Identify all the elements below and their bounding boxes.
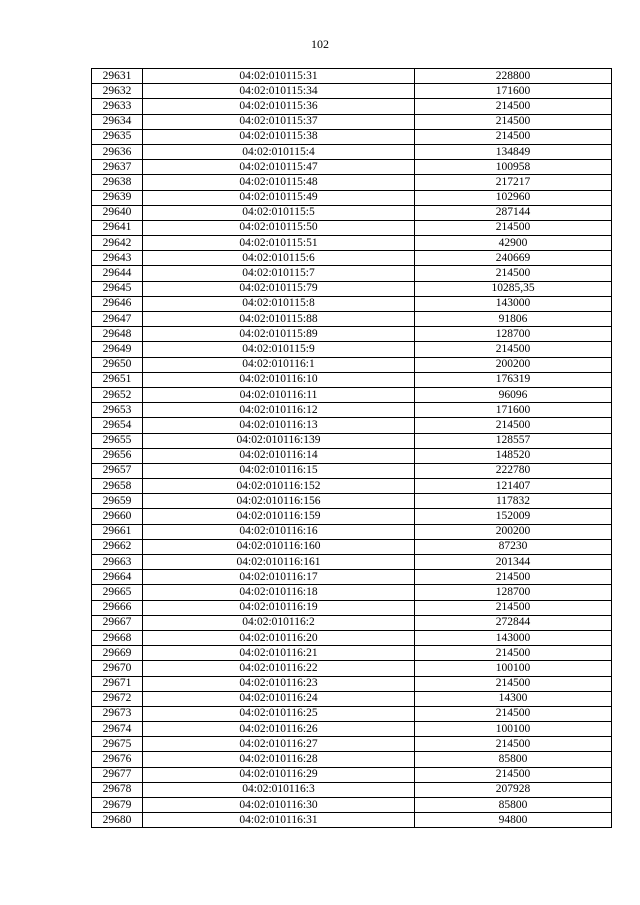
row-number-cell: 29658 [92,479,143,494]
row-number-cell: 29662 [92,539,143,554]
value-cell: 102960 [415,190,612,205]
value-cell: 214500 [415,646,612,661]
row-number-cell: 29680 [92,813,143,828]
value-cell: 214500 [415,114,612,129]
cadastral-number-cell: 04:02:010116:24 [143,691,415,706]
value-cell: 100100 [415,722,612,737]
cadastral-number-cell: 04:02:010116:22 [143,661,415,676]
table-row [92,722,612,737]
cadastral-number-cell: 04:02:010116:159 [143,509,415,524]
value-cell: 171600 [415,84,612,99]
row-number-cell: 29656 [92,448,143,463]
table-row [92,676,612,691]
cadastral-number-cell: 04:02:010116:152 [143,479,415,494]
table-row [92,281,612,296]
table-row [92,600,612,615]
row-number-cell: 29632 [92,84,143,99]
table-row [92,160,612,175]
table-row [92,342,612,357]
row-number-cell: 29634 [92,114,143,129]
value-cell: 214500 [415,676,612,691]
value-cell: 287144 [415,205,612,220]
row-number-cell: 29675 [92,737,143,752]
row-number-cell: 29664 [92,570,143,585]
cadastral-number-cell: 04:02:010115:89 [143,327,415,342]
value-cell: 87230 [415,539,612,554]
row-number-cell: 29653 [92,403,143,418]
value-cell: 214500 [415,418,612,433]
cadastral-number-cell: 04:02:010116:20 [143,630,415,645]
cadastral-number-cell: 04:02:010116:2 [143,615,415,630]
value-cell: 214500 [415,129,612,144]
row-number-cell: 29665 [92,585,143,600]
value-cell: 214500 [415,767,612,782]
table-row [92,813,612,828]
table-row [92,555,612,570]
table-row [92,752,612,767]
cadastral-number-cell: 04:02:010116:17 [143,570,415,585]
cadastral-number-cell: 04:02:010116:160 [143,539,415,554]
row-number-cell: 29652 [92,387,143,402]
cadastral-number-cell: 04:02:010116:3 [143,782,415,797]
table-row [92,296,612,311]
row-number-cell: 29639 [92,190,143,205]
value-cell: 96096 [415,387,612,402]
row-number-cell: 29648 [92,327,143,342]
row-number-cell: 29678 [92,782,143,797]
value-cell: 117832 [415,494,612,509]
row-number-cell: 29669 [92,646,143,661]
value-cell: 143000 [415,296,612,311]
value-cell: 214500 [415,737,612,752]
row-number-cell: 29644 [92,266,143,281]
value-cell: 201344 [415,555,612,570]
cadastral-number-cell: 04:02:010115:49 [143,190,415,205]
row-number-cell: 29663 [92,555,143,570]
table-row [92,312,612,327]
value-cell: 200200 [415,524,612,539]
cadastral-number-cell: 04:02:010115:37 [143,114,415,129]
cadastral-number-cell: 04:02:010115:88 [143,312,415,327]
table-row [92,114,612,129]
row-number-cell: 29679 [92,798,143,813]
row-number-cell: 29668 [92,630,143,645]
cadastral-number-cell: 04:02:010116:12 [143,403,415,418]
table-row [92,615,612,630]
cadastral-number-cell: 04:02:010116:28 [143,752,415,767]
value-cell: 200200 [415,357,612,372]
table-row [92,327,612,342]
row-number-cell: 29672 [92,691,143,706]
cadastral-number-cell: 04:02:010116:10 [143,372,415,387]
value-cell: 214500 [415,706,612,721]
cadastral-number-cell: 04:02:010116:27 [143,737,415,752]
table-row [92,570,612,585]
value-cell: 10285,35 [415,281,612,296]
cadastral-number-cell: 04:02:010115:7 [143,266,415,281]
table-row [92,479,612,494]
table-row [92,494,612,509]
cadastral-number-cell: 04:02:010116:16 [143,524,415,539]
value-cell: 214500 [415,570,612,585]
value-cell: 214500 [415,600,612,615]
table-row [92,737,612,752]
table-row [92,129,612,144]
table-row [92,266,612,281]
cadastral-number-cell: 04:02:010116:161 [143,555,415,570]
table-row [92,175,612,190]
table-row [92,387,612,402]
value-cell: 143000 [415,630,612,645]
cadastral-number-cell: 04:02:010116:18 [143,585,415,600]
table-row [92,539,612,554]
value-cell: 134849 [415,144,612,159]
row-number-cell: 29660 [92,509,143,524]
row-number-cell: 29638 [92,175,143,190]
row-number-cell: 29661 [92,524,143,539]
row-number-cell: 29650 [92,357,143,372]
table-row [92,509,612,524]
value-cell: 217217 [415,175,612,190]
row-number-cell: 29651 [92,372,143,387]
row-number-cell: 29646 [92,296,143,311]
cadastral-number-cell: 04:02:010115:48 [143,175,415,190]
table-row [92,418,612,433]
cadastral-number-cell: 04:02:010115:47 [143,160,415,175]
cadastral-number-cell: 04:02:010115:50 [143,220,415,235]
table-row [92,69,612,84]
table-row [92,357,612,372]
table-row [92,646,612,661]
table-row [92,190,612,205]
row-number-cell: 29674 [92,722,143,737]
row-number-cell: 29677 [92,767,143,782]
cadastral-number-cell: 04:02:010115:9 [143,342,415,357]
value-cell: 214500 [415,99,612,114]
table-row [92,661,612,676]
table-row [92,585,612,600]
row-number-cell: 29673 [92,706,143,721]
value-cell: 42900 [415,236,612,251]
page-number: 102 [311,37,329,51]
table-row [92,433,612,448]
value-cell: 176319 [415,372,612,387]
cadastral-number-cell: 04:02:010116:29 [143,767,415,782]
row-number-cell: 29631 [92,69,143,84]
value-cell: 240669 [415,251,612,266]
value-cell: 85800 [415,752,612,767]
row-number-cell: 29635 [92,129,143,144]
row-number-cell: 29640 [92,205,143,220]
row-number-cell: 29676 [92,752,143,767]
cadastral-number-cell: 04:02:010115:6 [143,251,415,266]
value-cell: 121407 [415,479,612,494]
table-row [92,524,612,539]
table-row [92,630,612,645]
cadastral-number-cell: 04:02:010116:31 [143,813,415,828]
cadastral-number-cell: 04:02:010116:1 [143,357,415,372]
table-row [92,205,612,220]
row-number-cell: 29641 [92,220,143,235]
cadastral-number-cell: 04:02:010115:38 [143,129,415,144]
value-cell: 207928 [415,782,612,797]
table-row [92,691,612,706]
row-number-cell: 29647 [92,312,143,327]
value-cell: 100958 [415,160,612,175]
table-body [92,69,612,828]
cadastral-number-cell: 04:02:010116:15 [143,463,415,478]
table-row [92,403,612,418]
cadastral-number-cell: 04:02:010116:11 [143,387,415,402]
value-cell: 128700 [415,585,612,600]
value-cell: 222780 [415,463,612,478]
cadastral-number-cell: 04:02:010116:21 [143,646,415,661]
value-cell: 85800 [415,798,612,813]
table-row [92,798,612,813]
row-number-cell: 29645 [92,281,143,296]
cadastral-number-cell: 04:02:010115:34 [143,84,415,99]
row-number-cell: 29670 [92,661,143,676]
cadastral-number-cell: 04:02:010116:156 [143,494,415,509]
value-cell: 128700 [415,327,612,342]
value-cell: 228800 [415,69,612,84]
table-row [92,706,612,721]
cadastral-number-cell: 04:02:010115:4 [143,144,415,159]
table-row [92,84,612,99]
value-cell: 214500 [415,342,612,357]
table-row [92,236,612,251]
table-row [92,251,612,266]
cadastral-number-cell: 04:02:010116:13 [143,418,415,433]
cadastral-number-cell: 04:02:010115:31 [143,69,415,84]
table-row [92,372,612,387]
cadastral-number-cell: 04:02:010115:79 [143,281,415,296]
value-cell: 272844 [415,615,612,630]
row-number-cell: 29636 [92,144,143,159]
row-number-cell: 29637 [92,160,143,175]
value-cell: 214500 [415,220,612,235]
row-number-cell: 29657 [92,463,143,478]
table-row [92,782,612,797]
table-row [92,767,612,782]
row-number-cell: 29659 [92,494,143,509]
value-cell: 128557 [415,433,612,448]
cadastral-number-cell: 04:02:010116:23 [143,676,415,691]
row-number-cell: 29642 [92,236,143,251]
row-number-cell: 29643 [92,251,143,266]
row-number-cell: 29654 [92,418,143,433]
value-cell: 214500 [415,266,612,281]
value-cell: 14300 [415,691,612,706]
row-number-cell: 29655 [92,433,143,448]
cadastral-number-cell: 04:02:010116:19 [143,600,415,615]
cadastral-value-table [91,68,612,828]
cadastral-number-cell: 04:02:010116:25 [143,706,415,721]
table-row [92,220,612,235]
cadastral-number-cell: 04:02:010115:8 [143,296,415,311]
row-number-cell: 29649 [92,342,143,357]
table-row [92,463,612,478]
row-number-cell: 29671 [92,676,143,691]
row-number-cell: 29667 [92,615,143,630]
value-cell: 171600 [415,403,612,418]
cadastral-number-cell: 04:02:010115:51 [143,236,415,251]
value-cell: 148520 [415,448,612,463]
cadastral-number-cell: 04:02:010115:36 [143,99,415,114]
cadastral-number-cell: 04:02:010116:14 [143,448,415,463]
cadastral-number-cell: 04:02:010116:139 [143,433,415,448]
cadastral-number-cell: 04:02:010116:26 [143,722,415,737]
table-row [92,144,612,159]
table-row [92,99,612,114]
cadastral-number-cell: 04:02:010116:30 [143,798,415,813]
value-cell: 94800 [415,813,612,828]
value-cell: 91806 [415,312,612,327]
cadastral-number-cell: 04:02:010115:5 [143,205,415,220]
table-row [92,448,612,463]
value-cell: 100100 [415,661,612,676]
row-number-cell: 29666 [92,600,143,615]
row-number-cell: 29633 [92,99,143,114]
value-cell: 152009 [415,509,612,524]
